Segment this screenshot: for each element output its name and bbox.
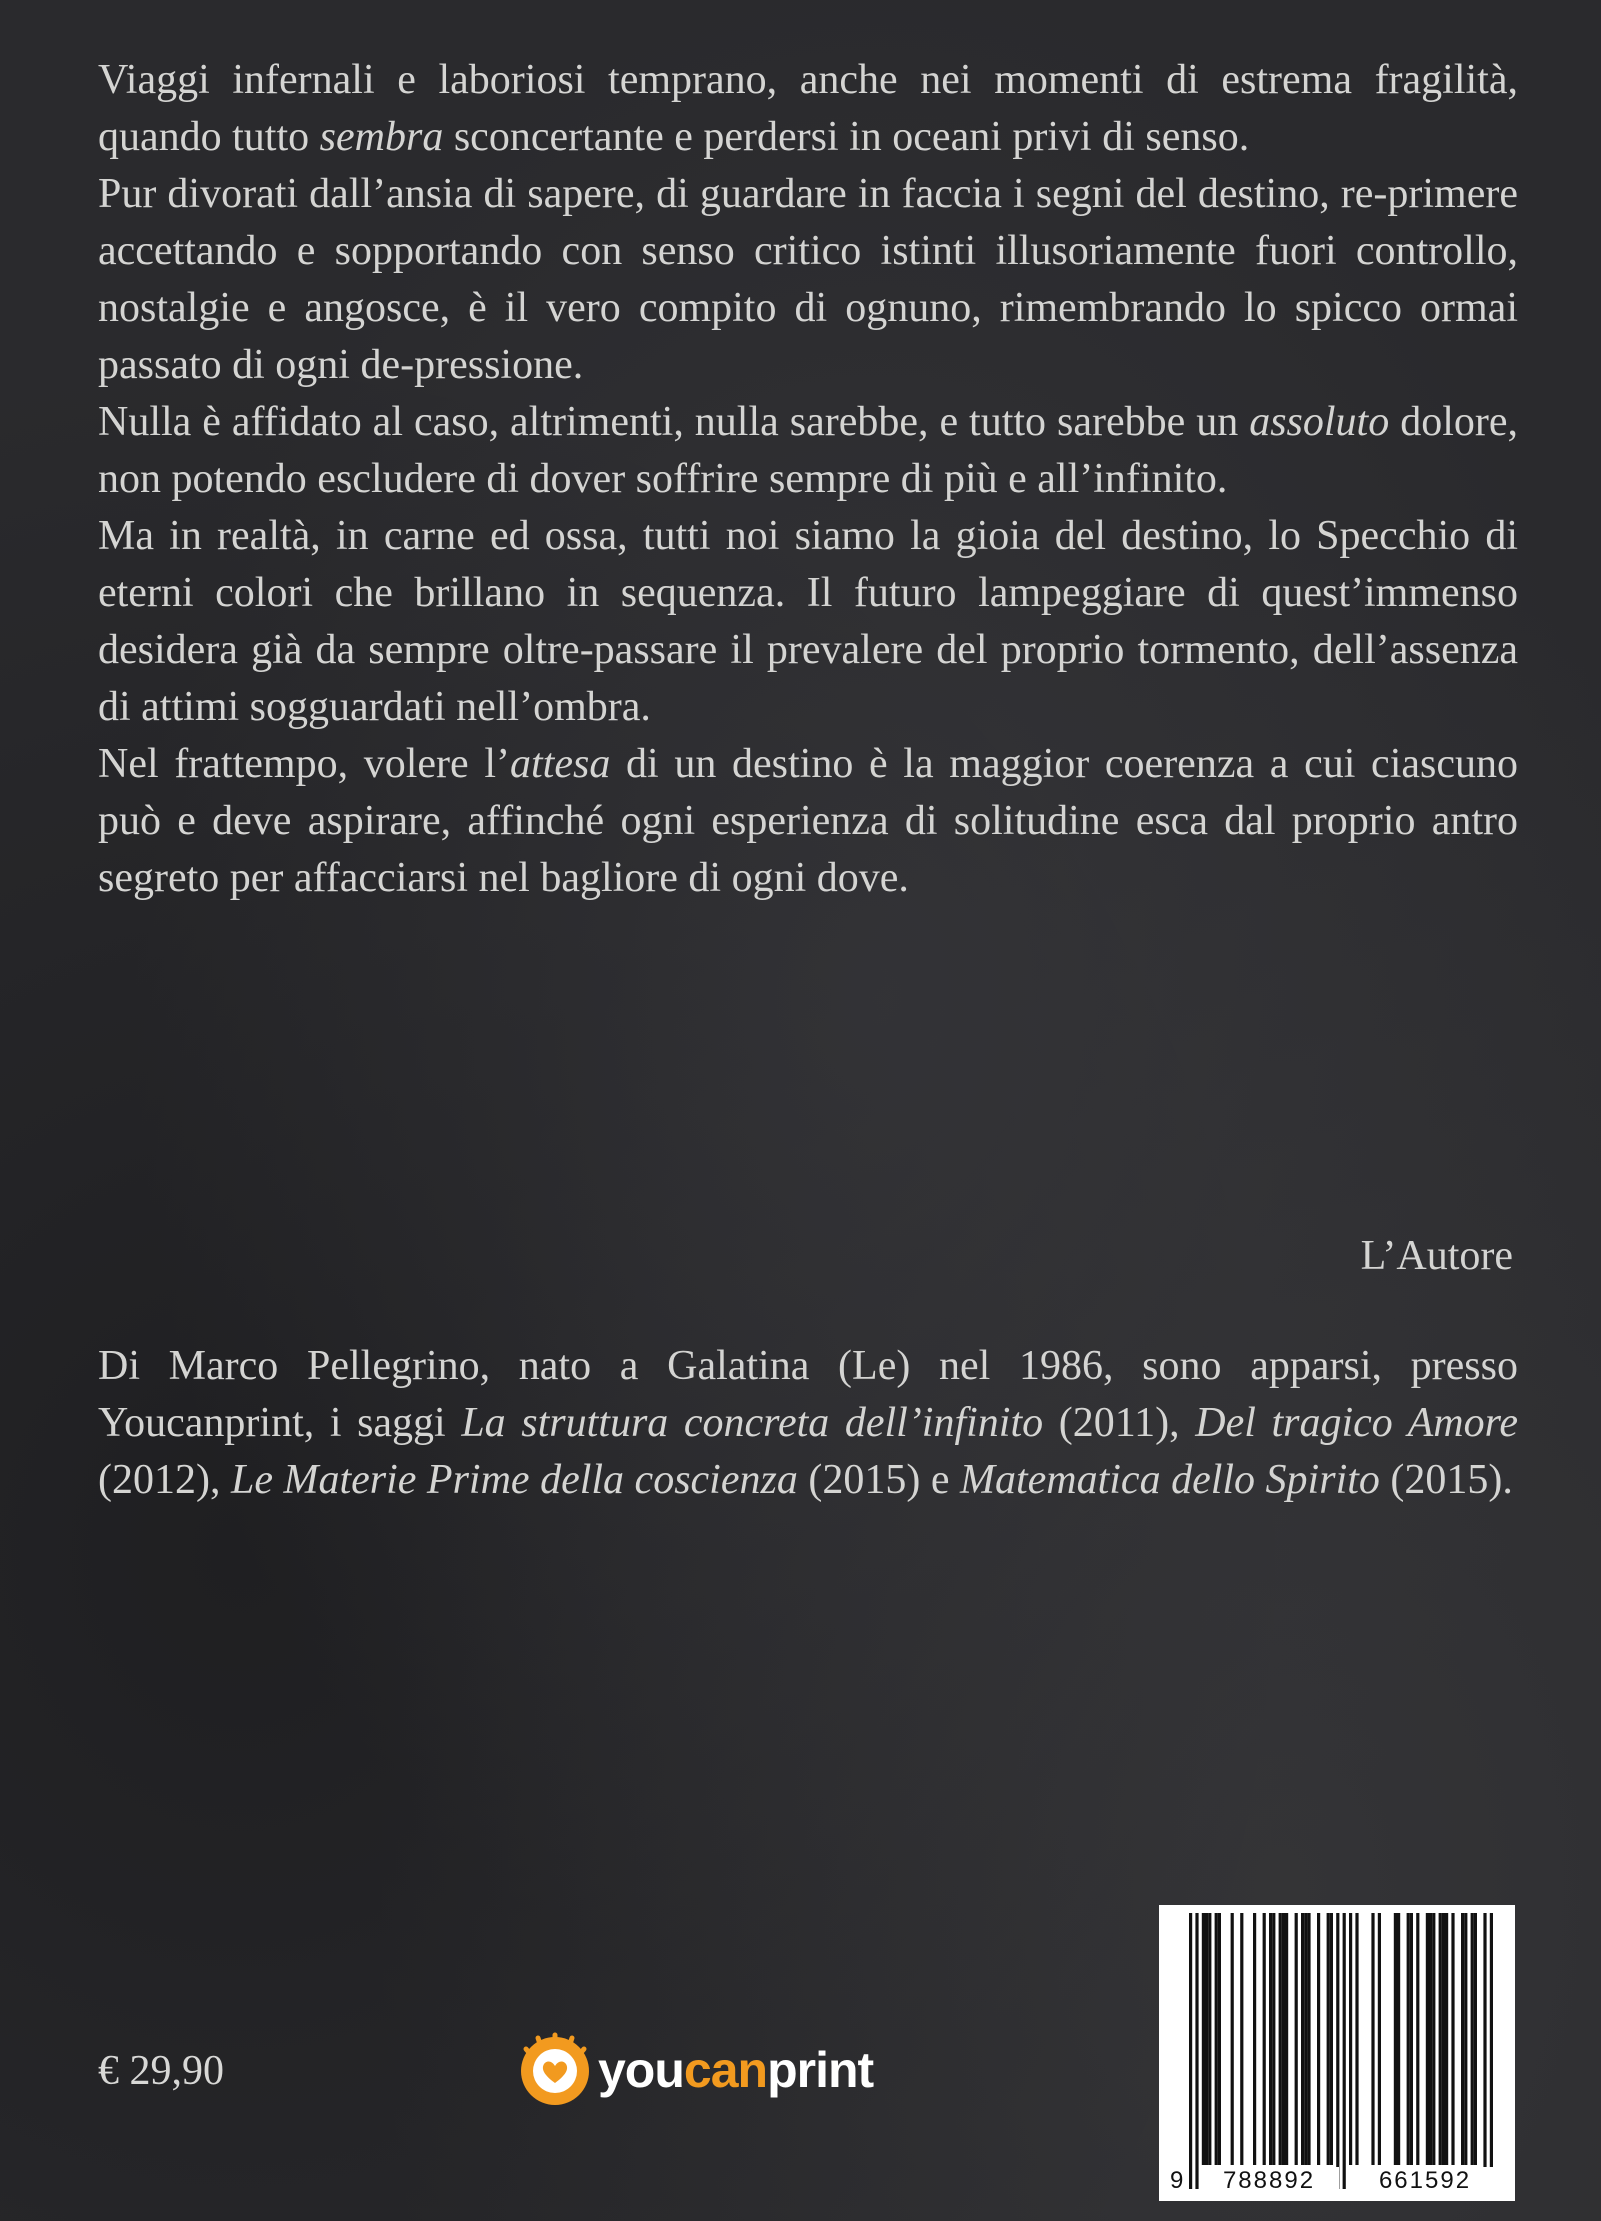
- barcode-digits: [1159, 2167, 1515, 2197]
- barcode-bar: [1451, 1913, 1454, 2165]
- blurb-paragraph-5: Nel frattempo, volere l’attesa di un destino è la maggior coerenza a cui ciascuno può e deve aspirare, affinché ogni esperienza di solitudine esca dal proprio antro segreto per affacciarsi nel bagliore di ogni dove.: [98, 741, 1518, 901]
- publisher-logo: [516, 2030, 873, 2110]
- barcode-bar: [1215, 1913, 1218, 2165]
- barcode-guard-bar: [1490, 1913, 1493, 2189]
- barcode-bar: [1471, 1913, 1474, 2165]
- barcode-bar: [1378, 1913, 1381, 2165]
- blurb-paragraph-4: Ma in realtà, in carne ed ossa, tutti noi siamo la gioia del destino, lo Specchio di eterni colori che brillano in sequenza. Il futuro lampeggiare di quest’immenso desidera già da sempre oltre-passare il prevalere del proprio tormento, dell’assenza di attimi sogguardati nell’ombra.: [98, 513, 1518, 730]
- barcode-bars: [1159, 1905, 1515, 2201]
- barcode-bar: [1272, 1913, 1275, 2165]
- blurb-paragraph-3: Nulla è affidato al caso, altrimenti, nulla sarebbe, e tutto sarebbe un assoluto dolore, non potendo escludere di dover soffrire sempre di più e all’infinito.: [98, 399, 1518, 502]
- barcode-bar: [1330, 1913, 1333, 2165]
- barcode-guard-bar: [1483, 1913, 1486, 2189]
- barcode-bar: [1285, 1913, 1288, 2165]
- book-title: Matematica dello Spirito: [959, 1457, 1380, 1503]
- barcode-bar: [1317, 1913, 1320, 2165]
- barcode-bar: [1407, 1913, 1410, 2165]
- barcode-bar: [1253, 1913, 1256, 2165]
- barcode-bar: [1307, 1913, 1310, 2165]
- barcode-bar: [1410, 1913, 1413, 2165]
- barcode-bar: [1304, 1913, 1307, 2165]
- barcode-bar: [1295, 1913, 1298, 2165]
- barcode-bar: [1464, 1913, 1467, 2165]
- blurb-text: [98, 52, 1518, 907]
- price-label: € 29,90: [98, 2048, 224, 2094]
- author-signature: L’Autore: [1360, 1233, 1513, 1279]
- barcode-bar: [1371, 1913, 1374, 2165]
- blurb-paragraph-2: Pur divorati dall’ansia di sapere, di guardare in faccia i segni del destino, re-primere accettando e sopportando con senso critico istinti illusoriamente fuori controllo, nostalgie e angosce, è il vero compito di ognuno, rimembrando lo spicco ormai passato di ogni de-pressione.: [98, 171, 1518, 388]
- barcode-guard-bar: [1336, 1913, 1339, 2189]
- barcode-right-group: 661592: [1355, 2167, 1495, 2195]
- barcode-bar: [1439, 1913, 1442, 2165]
- book-title: La struttura concreta dell’infinito: [461, 1400, 1044, 1446]
- barcode-bar: [1208, 1913, 1211, 2165]
- publisher-name: youcanprint: [598, 2042, 874, 2098]
- barcode-bar: [1282, 1913, 1285, 2165]
- isbn-barcode: [1159, 1905, 1515, 2201]
- barcode-bar: [1355, 1913, 1358, 2165]
- barcode-bar: [1327, 1913, 1330, 2165]
- barcode-bar: [1231, 1913, 1234, 2165]
- barcode-bar: [1269, 1913, 1272, 2165]
- barcode-guard-bar: [1195, 1913, 1198, 2189]
- barcode-bar: [1205, 1913, 1208, 2165]
- barcode-bar: [1426, 1913, 1429, 2165]
- barcode-bar: [1461, 1913, 1464, 2165]
- blurb-paragraph-1: Viaggi infernali e laboriosi temprano, anche nei momenti di estrema fragilità, quando tutto sembra sconcertante e perdersi in oceani privi di senso.: [98, 57, 1518, 160]
- barcode-bar: [1397, 1913, 1400, 2165]
- barcode-bar: [1416, 1913, 1419, 2165]
- barcode-bar: [1218, 1913, 1221, 2165]
- barcode-bar: [1202, 1913, 1205, 2165]
- barcode-bar: [1240, 1913, 1243, 2165]
- barcode-bar: [1263, 1913, 1266, 2165]
- barcode-bar: [1432, 1913, 1435, 2165]
- book-title: Le Materie Prime della coscienza: [230, 1457, 798, 1503]
- barcode-left-group: 788892: [1199, 2167, 1339, 2195]
- hand-heart-icon: [516, 2031, 594, 2109]
- book-title: Del tragico Amore: [1195, 1400, 1519, 1446]
- barcode-first-digit: 9: [1167, 2167, 1186, 2195]
- barcode-bar: [1429, 1913, 1432, 2165]
- barcode-bar: [1279, 1913, 1282, 2165]
- barcode-bar: [1349, 1913, 1352, 2165]
- barcode-bar: [1474, 1913, 1477, 2165]
- barcode-bar: [1445, 1913, 1448, 2165]
- barcode-guard-bar: [1343, 1913, 1346, 2189]
- author-bio: Di Marco Pellegrino, nato a Galatina (Le) nel 1986, sono apparsi, presso Youcanprint, i saggi La struttura concreta dell’infinito (2011), Del tragico Amore (2012), Le Materie Prime della coscienza (2015) e Matematica dello Spirito (2015).: [98, 1343, 1519, 1503]
- barcode-bar: [1301, 1913, 1304, 2165]
- barcode-guard-bar: [1189, 1913, 1192, 2189]
- barcode-bar: [1442, 1913, 1445, 2165]
- barcode-bar: [1394, 1913, 1397, 2165]
